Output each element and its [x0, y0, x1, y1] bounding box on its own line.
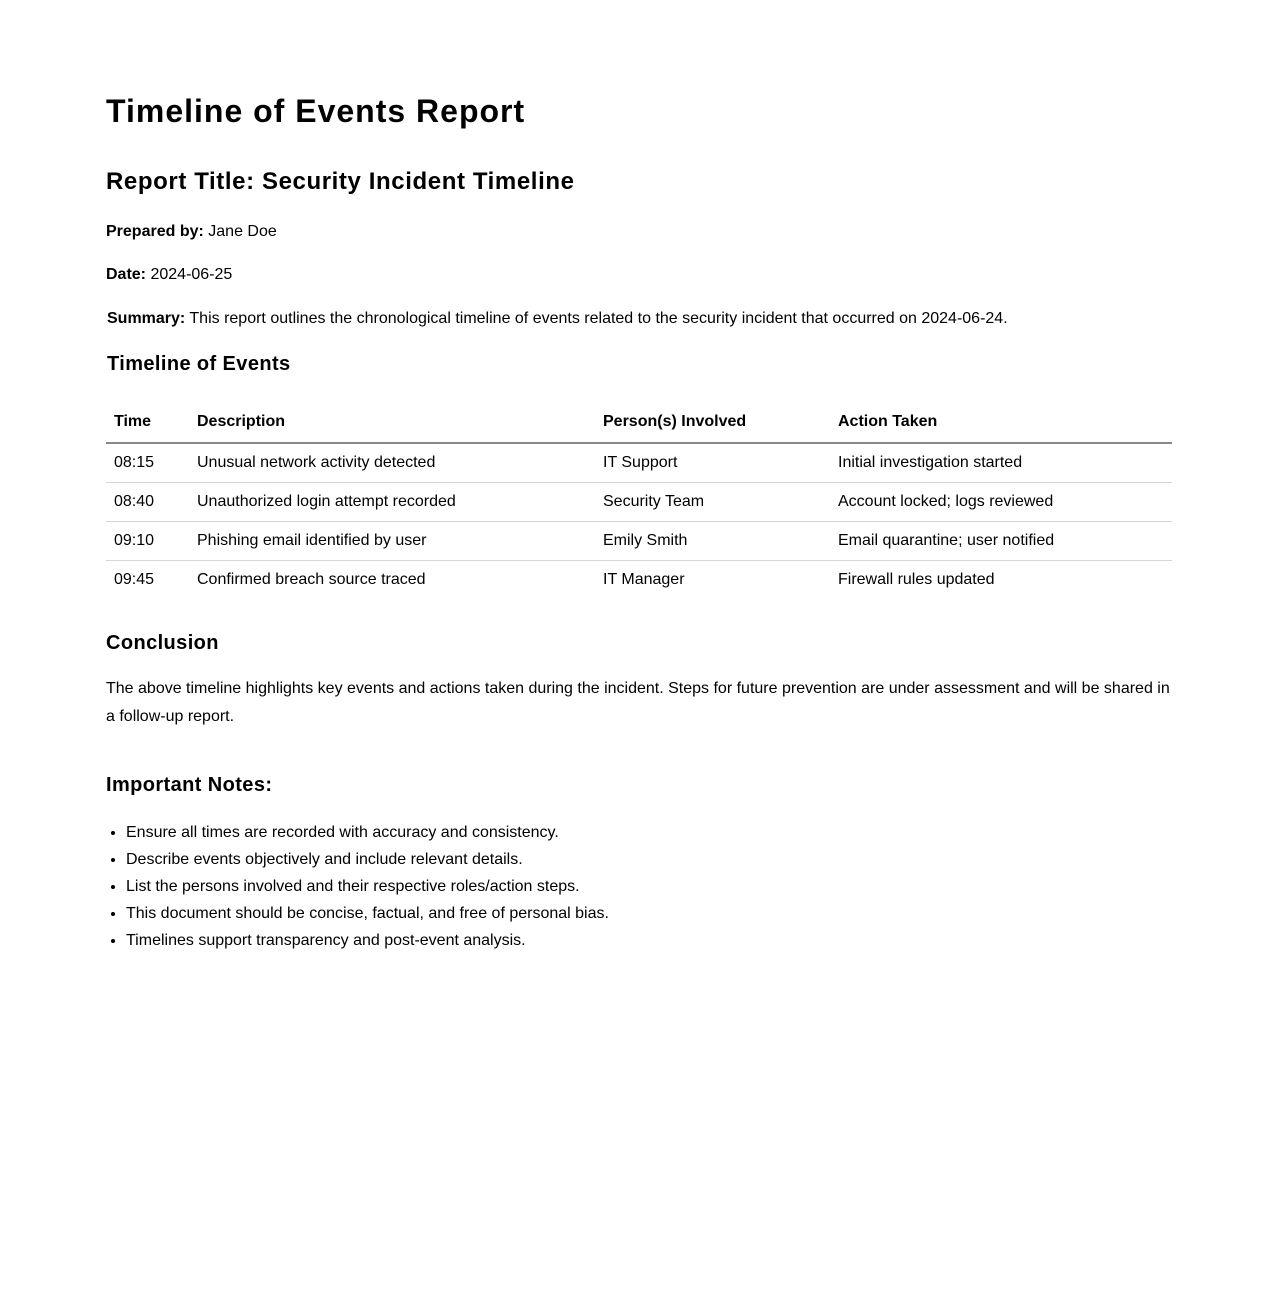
cell-action: Account locked; logs reviewed: [830, 483, 1172, 522]
cell-description: Unusual network activity detected: [189, 443, 595, 483]
cell-time: 09:45: [114, 571, 155, 588]
cell-persons: IT Manager: [603, 571, 685, 588]
column-header-description: Description: [189, 402, 595, 443]
cell-description: Confirmed breach source traced: [197, 571, 426, 588]
report-title: Report Title: Security Incident Timeline: [106, 168, 575, 195]
cell-time: 09:10: [106, 522, 189, 561]
table-header-row: [106, 402, 1172, 443]
timeline-heading: Timeline of Events: [107, 353, 291, 375]
cell-action: Firewall rules updated: [838, 571, 995, 588]
date-label: Date:: [106, 266, 147, 283]
report-date: [106, 264, 1172, 286]
cell-persons: IT Support: [595, 443, 830, 483]
list-item: • This document should be concise, factual, and free of personal bias.: [126, 900, 1172, 927]
summary-label: Summary:: [107, 310, 186, 327]
cell-persons: Emily Smith: [595, 522, 830, 561]
cell-time: 08:40: [106, 483, 189, 522]
table-row: [106, 522, 1172, 561]
cell-time: 08:15: [106, 443, 189, 483]
list-item: • Timelines support transparency and post-event analysis.: [126, 927, 1172, 954]
column-header-action: Action Taken: [830, 402, 1172, 443]
conclusion-text: The above timeline highlights key events and actions taken during the incident. Steps for future prevention are under assessment and will be shared in a follow-up report.: [106, 680, 1170, 725]
table-row: [106, 443, 1172, 483]
prepared-by: [106, 221, 1172, 243]
conclusion-heading: Conclusion: [106, 632, 219, 654]
table-row: [106, 483, 1172, 522]
notes-list: [106, 819, 1172, 954]
prepared-by-value: Jane Doe: [208, 223, 277, 240]
cell-action: Initial investigation started: [830, 443, 1172, 483]
cell-description: Phishing email identified by user: [189, 522, 595, 561]
date-value: 2024-06-25: [150, 266, 233, 283]
table-row: [106, 561, 1172, 600]
column-header-persons: Person(s) Involved: [595, 402, 830, 443]
list-item: • List the persons involved and their respective roles/action steps.: [126, 873, 1172, 900]
cell-persons: Security Team: [595, 483, 830, 522]
list-item: • Ensure all times are recorded with accuracy and consistency.: [126, 819, 1172, 846]
summary: [106, 308, 1172, 330]
summary-text: This report outlines the chronological timeline of events related to the security incident that occurred on 2024-06-24.: [189, 310, 1008, 327]
cell-description: Unauthorized login attempt recorded: [189, 483, 595, 522]
prepared-by-label: Prepared by:: [106, 223, 204, 240]
cell-action: Email quarantine; user notified: [830, 522, 1172, 561]
timeline-table: [106, 402, 1172, 599]
page-title: Timeline of Events Report: [106, 93, 526, 129]
notes-heading: Important Notes:: [106, 774, 273, 796]
list-item: • Describe events objectively and include relevant details.: [126, 846, 1172, 873]
column-header-time: Time: [106, 402, 189, 443]
